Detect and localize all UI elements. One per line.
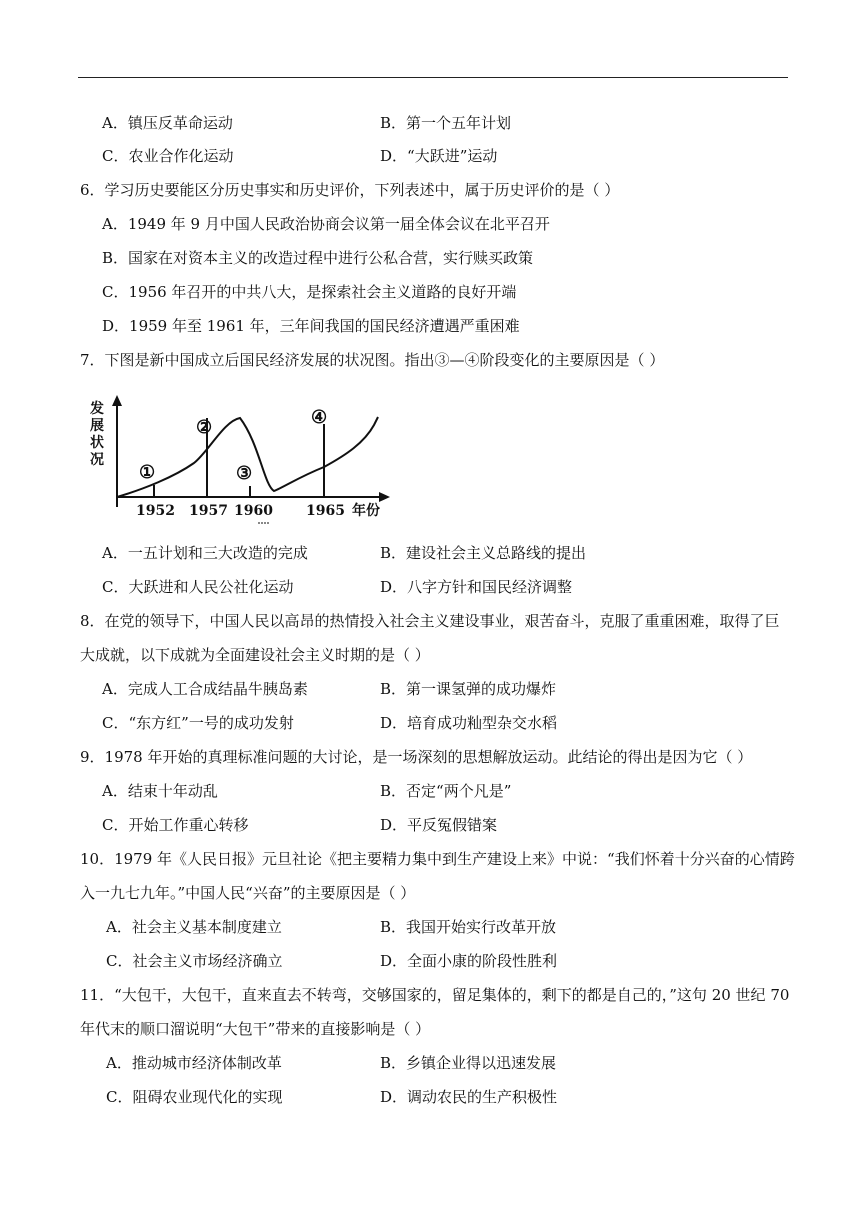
tick-1957: 1957 xyxy=(189,503,228,519)
tick-1952: 1952 xyxy=(136,503,175,519)
q6-option-b[interactable]: B．国家在对资本主义的改造过程中进行公私合营，实行赎买政策 xyxy=(102,249,534,267)
point-label-1: ① xyxy=(139,462,156,483)
q8-option-b[interactable]: B．第一课氢弹的成功爆炸 xyxy=(380,680,557,698)
q10-stem-line-1: 10．1979 年《人民日报》元旦社论《把主要精力集中到生产建设上来》中说：“我们怀着十分兴奋的心情跨 xyxy=(80,850,795,868)
q8-stem-line-2: 大成就，以下成就为全面建设社会主义时期的是（ ） xyxy=(80,646,430,664)
q8-option-d[interactable]: D．培育成功籼型杂交水稻 xyxy=(380,714,558,732)
q9-option-a[interactable]: A．结束十年动乱 xyxy=(102,782,218,800)
q10-option-a[interactable]: A．社会主义基本制度建立 xyxy=(106,918,282,936)
y-label-char-4: 况 xyxy=(90,452,104,468)
q11-option-c[interactable]: C．阻碍农业现代化的实现 xyxy=(106,1088,283,1106)
q11-option-d[interactable]: D．调动农民的生产积极性 xyxy=(380,1088,558,1106)
y-label-char-3: 状 xyxy=(90,435,104,451)
x-axis-arrow xyxy=(379,492,390,502)
q8-stem-line-1: 8．在党的领导下，中国人民以高昂的热情投入社会主义建设事业，艰苦奋斗，克服了重重困难，取得了巨 xyxy=(80,612,780,630)
q11-stem-line-2: 年代末的顺口溜说明“大包干”带来的直接影响是（ ） xyxy=(80,1020,431,1038)
y-axis-arrow xyxy=(112,395,122,406)
q7-option-b[interactable]: B．建设社会主义总路线的提出 xyxy=(380,544,587,562)
q10-option-c[interactable]: C．社会主义市场经济确立 xyxy=(106,952,283,970)
y-label-char-2: 展 xyxy=(90,418,104,434)
q5-option-d[interactable]: D．“大跃进”运动 xyxy=(380,147,498,165)
q11-stem-line-1: 11．“大包干，大包干，直来直去不转弯，交够国家的，留足集体的，剩下的都是自己的，”这句 20 世纪 70 xyxy=(80,986,790,1004)
q7-stem: 7．下图是新中国成立后国民经济发展的状况图。指出③—④阶段变化的主要原因是（ ） xyxy=(80,351,665,369)
q7-option-c[interactable]: C．大跃进和人民公社化运动 xyxy=(102,578,294,596)
q5-option-c[interactable]: C．农业合作化运动 xyxy=(102,147,234,165)
q10-option-d[interactable]: D．全面小康的阶段性胜利 xyxy=(380,952,558,970)
q7-option-a[interactable]: A．一五计划和三大改造的完成 xyxy=(102,544,308,562)
q6-stem: 6．学习历史要能区分历史事实和历史评价，下列表述中，属于历史评价的是（ ） xyxy=(80,181,620,199)
x-axis-label: 年份 xyxy=(352,503,380,519)
q9-stem: 9．1978 年开始的真理标准问题的大讨论，是一场深刻的思想解放运动。此结论的得出是因为它（ ） xyxy=(80,748,753,766)
tick-1965: 1965 xyxy=(306,503,345,519)
q9-option-d[interactable]: D．平反冤假错案 xyxy=(380,816,498,834)
q5-option-a[interactable]: A．镇压反革命运动 xyxy=(102,114,233,132)
q11-option-a[interactable]: A．推动城市经济体制改革 xyxy=(106,1054,282,1072)
q9-option-c[interactable]: C．开始工作重心转移 xyxy=(102,816,249,834)
tick-1960: 1960 xyxy=(234,503,273,519)
q8-option-c[interactable]: C．“东方红”一号的成功发射 xyxy=(102,714,294,732)
q6-option-d[interactable]: D．1959 年至 1961 年，三年间我国的国民经济遭遇严重困难 xyxy=(102,317,520,335)
point-label-4: ④ xyxy=(311,407,328,428)
development-curve xyxy=(117,417,378,497)
economy-chart xyxy=(84,393,394,528)
point-label-3: ③ xyxy=(236,463,253,484)
q11-option-b[interactable]: B．乡镇企业得以迅速发展 xyxy=(380,1054,557,1072)
point-label-2: ② xyxy=(196,417,213,438)
y-label-char-1: 发 xyxy=(90,401,104,417)
q6-option-c[interactable]: C．1956 年召开的中共八大，是探索社会主义道路的良好开端 xyxy=(102,283,517,301)
q9-option-b[interactable]: B．否定“两个凡是” xyxy=(380,782,512,800)
q6-option-a[interactable]: A．1949 年 9 月中国人民政治协商会议第一届全体会议在北平召开 xyxy=(102,215,550,233)
q8-option-a[interactable]: A．完成人工合成结晶牛胰岛素 xyxy=(102,680,308,698)
q5-option-b[interactable]: B．第一个五年计划 xyxy=(380,114,512,132)
q10-stem-line-2: 入一九七九年。”中国人民“兴奋”的主要原因是（ ） xyxy=(80,884,416,902)
q10-option-b[interactable]: B．我国开始实行改革开放 xyxy=(380,918,557,936)
header-rule xyxy=(78,77,788,78)
q7-option-d[interactable]: D．八字方针和国民经济调整 xyxy=(380,578,573,596)
